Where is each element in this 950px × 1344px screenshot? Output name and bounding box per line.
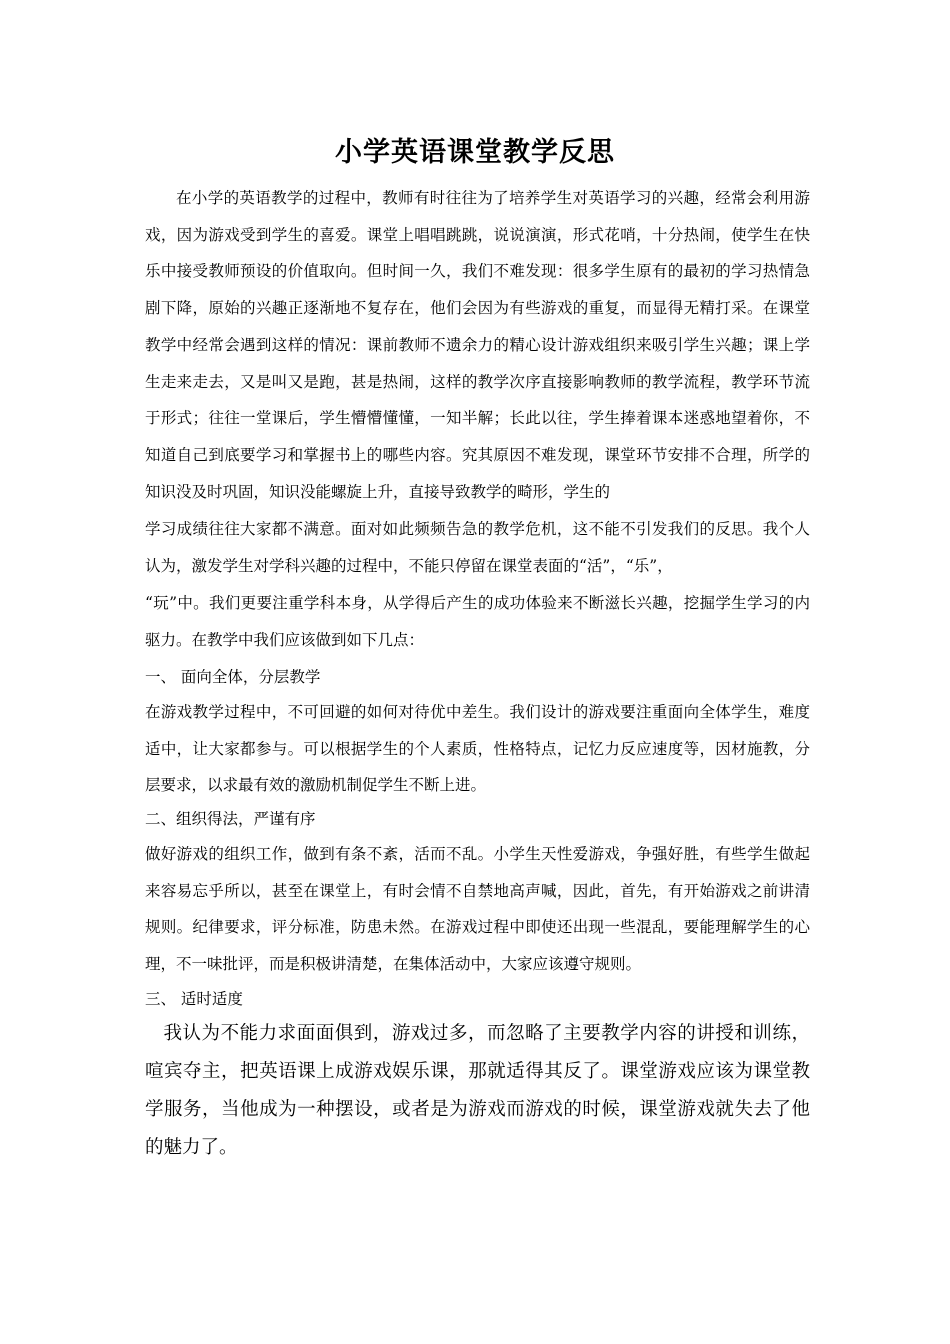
document-title: 小学英语课堂教学反思	[335, 137, 615, 168]
section-3-body: 我认为不能力求面面俱到，游戏过多，而忽略了主要教学内容的讲授和训练，喧宾夺主，把英语课上成游戏娱乐课，那就适得其反了。课堂游戏应该为课堂教学服务，当他成为一种摆设，或者是为游戏而游戏的时候，课堂游戏就失去了他的魅力了。	[145, 1023, 810, 1158]
section-2-body: 做好游戏的组织工作，做到有条不紊，活而不乱。小学生天性爱游戏，争强好胜，有些学生做起来容易忘乎所以，甚至在课堂上，有时会情不自禁地高声喊，因此，首先，有开始游戏之前讲清规则。纪律要求，评分标准，防患未然。在游戏过程中即使还出现一些混乱，要能理解学生的心理，不一味批评，而是积极讲清楚，在集体活动中，大家应该遵守规则。	[145, 845, 810, 974]
intro-paragraph: 在小学的英语教学的过程中，教师有时往往为了培养学生对英语学习的兴趣，经常会利用游戏，因为游戏受到学生的喜爱。课堂上唱唱跳跳，说说演演，形式花哨，十分热闹，使学生在快乐中接受教师预设的价值取向。但时间一久，我们不难发现：很多学生原有的最初的学习热情急剧下降，原始的兴趣正逐渐地不复存在，他们会因为有些游戏的重复，而显得无精打采。在课堂教学中经常会遇到这样的情况：课前教师不遗余力的精心设计游戏组织来吸引学生兴趣；课上学生走来走去，又是叫又是跑，甚是热闹，这样的教学次序直接影响教师的教学流程，教学环节流于形式；往往一堂课后，学生懵懵懂懂，一知半解；长此以往，学生捧着课本迷惑地望着你，不知道自己到底要学习和掌握书上的哪些内容。究其原因不难发现，课堂环节安排不合理，所学的知识没及时巩固，知识没能螺旋上升，直接导致教学的畸形，学生的	[145, 189, 810, 501]
intro-paragraph-continued: 学习成绩往往大家都不满意。面对如此频频告急的教学危机，这不能不引发我们的反思。我个人认为，激发学生对学科兴趣的过程中，不能只停留在课堂表面的“活”，“乐”，	[145, 520, 810, 575]
intro-paragraph-final: “玩”中。我们更要注重学科本身，从学得后产生的成功体验来不断滋长兴趣，挖掘学生学习的内驱力。在教学中我们应该做到如下几点：	[145, 594, 810, 649]
section-1-heading: 一、 面向全体，分层教学	[145, 668, 321, 686]
section-3-heading: 三、 适时适度	[145, 990, 243, 1008]
section-2-heading: 二、组织得法，严谨有序	[145, 810, 316, 828]
section-1-body: 在游戏教学过程中，不可回避的如何对待优中差生。我们设计的游戏要注重面向全体学生，难度适中，让大家都参与。可以根据学生的个人素质，性格特点，记忆力反应速度等，因材施教，分层要求，以求最有效的激励机制促学生不断上进。	[145, 703, 810, 795]
